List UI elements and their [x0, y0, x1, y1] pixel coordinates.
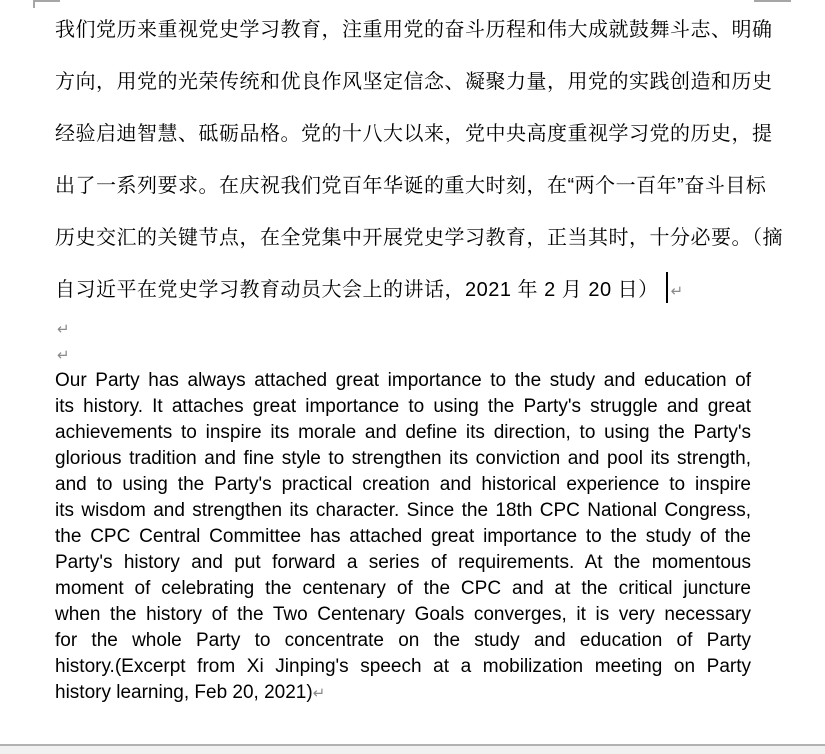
text-boundary-mark-top-left [33, 0, 60, 2]
english-text-line[interactable]: Party's history and put forward a series of requirements. At the momentous [55, 552, 751, 573]
chinese-text-line[interactable]: 我们党历来重视党史学习教育，注重用党的奋斗历程和伟大成就鼓舞斗志、明确 [55, 19, 773, 41]
paragraph-mark-icon: ↵ [57, 320, 70, 338]
text-boundary-mark-top-right [754, 0, 791, 2]
empty-paragraph-line[interactable] [55, 343, 751, 369]
text-boundary-mark-top-left-vertical [33, 0, 35, 8]
english-text-line-text: history learning, Feb 20, 2021) [55, 682, 313, 703]
paragraph-mark-icon: ↵ [312, 684, 326, 702]
english-text-line[interactable]: history.(Excerpt from Xi Jinping's speech at a mobilization meeting on Party [55, 656, 751, 677]
english-text-line[interactable] [55, 680, 751, 706]
english-text-line[interactable]: its wisdom and strengthen its character. Since the 18th CPC National Congress, [55, 500, 751, 521]
chinese-text-line[interactable]: 历史交汇的关键节点，在全党集中开展党史学习教育，正当其时，十分必要。（摘 [55, 227, 783, 249]
text-cursor [666, 272, 668, 303]
english-text-line[interactable]: glorious tradition and fine style to strengthen its conviction and pool its strength, [55, 448, 751, 469]
english-text-line[interactable]: achievements to inspire its morale and define its direction, to using the Party's [55, 422, 751, 443]
status-bar-strip [0, 746, 825, 754]
english-text-line[interactable]: when the history of the Two Centenary Goals converges, it is very necessary [55, 604, 751, 625]
chinese-text-line[interactable]: 经验启迪智慧、砥砺品格。党的十八大以来，党中央高度重视学习党的历史，提 [55, 123, 773, 145]
paragraph-mark-icon: ↵ [670, 282, 684, 300]
chinese-text-line-text: 自习近平在党史学习教育动员大会上的讲话，2021 年 2 月 20 日） [55, 279, 659, 301]
paragraph-mark-icon: ↵ [57, 345, 70, 364]
english-text-line[interactable]: the CPC Central Committee has attached great importance to the study of the [55, 526, 751, 547]
empty-paragraph-line[interactable] [55, 317, 751, 343]
english-text-line[interactable]: moment of celebrating the centenary of the CPC and at the critical juncture [55, 578, 751, 599]
chinese-text-line[interactable] [55, 264, 751, 317]
english-text-line[interactable]: and to using the Party's practical creation and historical experience to inspire [55, 474, 751, 495]
english-text-line[interactable]: its history. It attaches great importance to using the Party's struggle and great [55, 396, 751, 417]
chinese-text-line[interactable]: 出了一系列要求。在庆祝我们党百年华诞的重大时刻，在“两个一百年”奋斗目标 [55, 175, 767, 197]
document-text-area[interactable] [55, 4, 783, 706]
chinese-text-line[interactable]: 方向，用党的光荣传统和优良作风坚定信念、凝聚力量，用党的实践创造和历史 [55, 71, 773, 93]
english-text-line[interactable]: Our Party has always attached great importance to the study and education of [55, 370, 751, 391]
english-text-line[interactable]: for the whole Party to concentrate on the study and education of Party [55, 630, 751, 651]
